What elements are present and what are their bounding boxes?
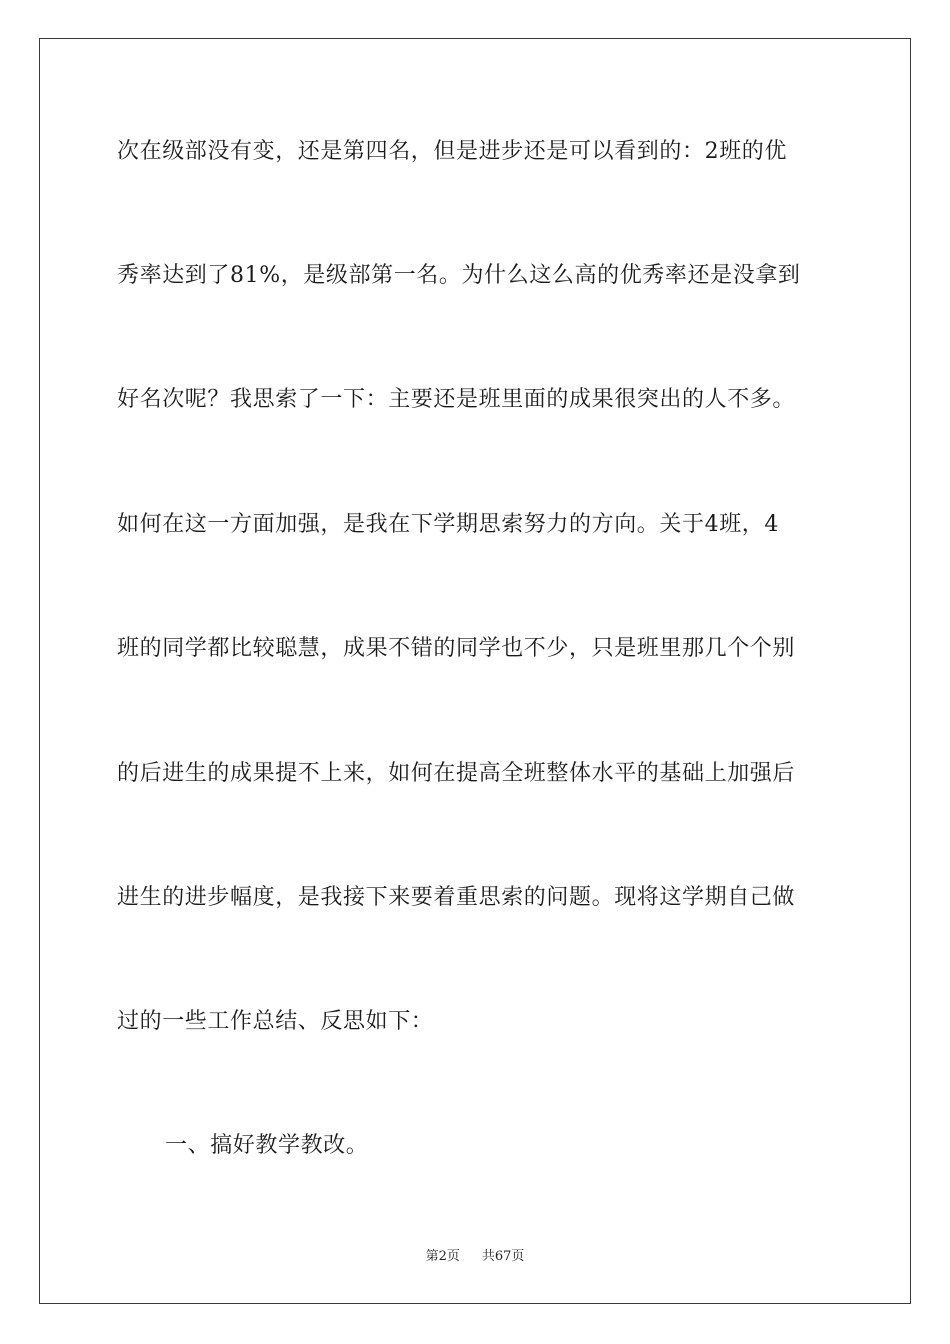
page-total: 共67页 [481,1249,525,1264]
page-border [39,38,911,1304]
paragraph-line-8: 过的一些工作总结、反思如下： [117,1009,434,1034]
section-heading: 一、搞好教学教改。 [165,1133,369,1158]
page-number: 第2页 [425,1249,460,1264]
paragraph-line-6: 的后进生的成果提不上来，如何在提高全班整体水平的基础上加强后 [117,761,796,786]
page-footer [0,1248,950,1266]
paragraph-line-5: 班的同学都比较聪慧，成果不错的同学也不少，只是班里那几个个别 [117,636,796,661]
paragraph-line-1: 次在级部没有变，还是第四名，但是进步还是可以看到的：2班的优 [117,139,787,164]
paragraph-line-4: 如何在这一方面加强，是我在下学期思索努力的方向。关于4班，4 [117,512,779,537]
paragraph-line-3: 好名次呢？我思索了一下：主要还是班里面的成果很突出的人不多。 [117,387,796,412]
paragraph-line-7: 进生的进步幅度，是我接下来要着重思索的问题。现将这学期自己做 [117,885,796,910]
paragraph-line-2: 秀率达到了81%，是级部第一名。为什么这么高的优秀率还是没拿到 [117,263,801,288]
